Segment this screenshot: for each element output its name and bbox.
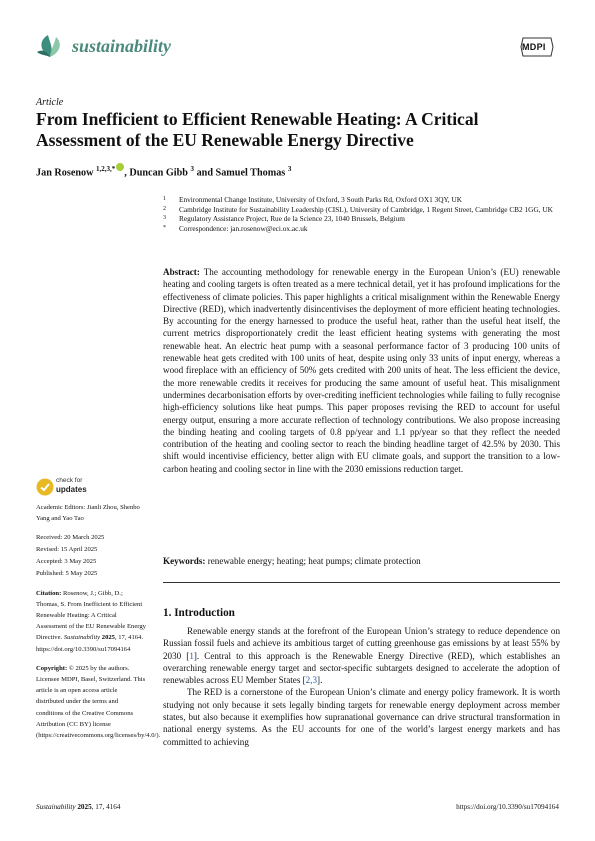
divider: [163, 582, 560, 583]
citation-journal: Sustainability: [63, 634, 101, 642]
paragraph: [163, 625, 560, 686]
abstract-label: Abstract:: [163, 267, 200, 277]
footer-citation: [36, 803, 120, 811]
citation-year: 2025: [101, 634, 115, 642]
affiliation-item: [163, 224, 563, 234]
author-list: [36, 163, 291, 178]
affiliation-text: Environmental Change Institute, University of Oxford, 3 South Parks Rd, Oxford OX1 3QY, UK: [179, 195, 462, 204]
author-affiliation-sup: 3: [190, 165, 195, 173]
journal-logo-icon: [36, 33, 64, 59]
correspondence-text[interactable]: Correspondence: jan.rosenow@eci.ox.ac.uk: [179, 223, 308, 233]
paragraph-text: Renewable energy stands at the forefront of the European Union’s strategy to reduce dependence on Russian fossil fuels and achieve its ambitious target of cutting greenhouse gas emissions by at least 55% by 2030 [: [163, 626, 560, 661]
copyright-label: Copyright:: [36, 664, 68, 672]
footer-year: 2025: [77, 803, 92, 811]
keywords: [163, 556, 560, 566]
section-heading: 1. Introduction: [163, 607, 235, 619]
citation: [36, 588, 146, 655]
citation-rest[interactable]: , 17, 4164. https://doi.org/10.3390/su17094164: [36, 634, 143, 653]
affiliation-number: *: [163, 224, 166, 231]
author-separator: and: [194, 167, 216, 179]
keywords-label: Keywords:: [163, 556, 206, 566]
check-for-updates-badge[interactable]: [36, 476, 96, 500]
citation-label: Citation:: [36, 589, 62, 597]
publisher-name: MDPI: [522, 42, 546, 52]
affiliation-number: 3: [163, 215, 166, 222]
author-separator: ,: [124, 167, 130, 179]
dates: [36, 532, 146, 579]
copyright-text: © 2025 by the authors. Licensee MDPI, Basel, Switzerland. This article is an open access article distributed under the terms and conditions of the Creative Commons Attribution (CC BY) license (https://creativecommons.org/licenses/by/4.0/).: [36, 664, 161, 740]
check-updates-line2: updates: [56, 485, 87, 494]
footer-doi-link[interactable]: https://doi.org/10.3390/su17094164: [456, 803, 559, 811]
copyright: [36, 663, 161, 741]
check-updates-icon: [36, 478, 54, 496]
paragraph-text: ]. Central to this approach is the Renewable Energy Directive (RED), which establishes an overarching renewable energy target and sector-specific subtargets designed to accelerate the adoption of renewables across EU Member States [: [163, 650, 560, 686]
editors-names: Jianli Zhou, Shenbo Yang and Yao Tao: [36, 504, 140, 523]
author-affiliation-sup: 3: [287, 165, 292, 173]
received-date: Received: 20 March 2025: [36, 534, 105, 542]
affiliation-item: [163, 205, 563, 215]
body-text: [163, 625, 560, 748]
paragraph-text: ].: [317, 675, 323, 686]
article-title: From Inefficient to Efficient Renewable Heating: A Critical Assessment of the EU Renewable Energy Directive: [36, 109, 479, 150]
editors-label: Academic Editors:: [36, 504, 86, 511]
affiliation-text: Regulatory Assistance Project, Rue de la Science 23, 1040 Brussels, Belgium: [179, 214, 405, 224]
author-name[interactable]: Duncan Gibb: [129, 167, 188, 179]
citation-text: Rosenow, J.; Gibb, D.; Thomas, S. From Inefficient to Efficient Renewable Heating: A Critical Assessment of the EU Renewable Energy Directive.: [36, 589, 146, 642]
reference-link[interactable]: 1: [189, 650, 194, 661]
affiliation-text: Cambridge Institute for Sustainability Leadership (CISL), University of Cambridge, 1 Regent Street, Cambridge CB2 1GG, UK: [179, 204, 553, 214]
reference-link[interactable]: 2,3: [305, 675, 318, 686]
keywords-text: renewable energy; heating; heat pumps; climate protection: [207, 556, 421, 566]
published-date: Published: 5 May 2025: [36, 569, 98, 577]
check-updates-line1: check for: [56, 477, 83, 484]
revised-date: Revised: 15 April 2025: [36, 546, 98, 554]
abstract-text: The accounting methodology for renewable energy in the European Union’s (EU) renewable heating and cooling targets is often treated as a mere technical detail, yet it has profound implications for the effectiveness of climate policies. This paper highlights a critical misalignment within the Renewable Energy Directive (RED), which inadvertently disincentivises the deployment of more efficient heating technologies. By accounting for the energy harnessed to produce the useful heat, rather than the useful heat itself, the current metrics disproportionately credit the least efficient heating systems with generating the most renewable heat. An electric heat pump with a seasonal performance factor of 3 producing 100 units of renewable heat gets credited with 100 units of heat, despite using only 33 units of input energy, whereas a wood fireplace with an efficiency of 50% gets credited with 200 units of heat. The less efficient the device, the more renewable credits it receives for producing the same amount of useful heat. This misalignment undermines decarbonisation efforts by over-crediting inefficient technologies while failing to fully recognise high-efficiency solutions like heat pumps. This paper proposes revising the RED to account for useful energy output, ensuring a more accurate reflection of technology contributions. We also propose increasing the binding heating and cooling targets of 0.8 pp/year and 1.1 pp/year so that they reflect the needed contribution of the heating and cooling sector to reach the binding headline target of 42.5% by 2030. This shift would incentivise efficiency, better align with EU climate goals, and support the transition to a low-carbon heating and cooling sector in line with the 2030 emissions reduction target.: [163, 267, 560, 474]
affiliation-number: 2: [163, 205, 166, 212]
author-name[interactable]: Samuel Thomas: [215, 167, 286, 179]
footer-journal: Sustainability: [36, 803, 76, 811]
article-info-column: [36, 502, 161, 749]
journal-name: sustainability: [72, 36, 172, 56]
accepted-date: Accepted: 3 May 2025: [36, 558, 97, 565]
affiliation-item: [163, 195, 563, 205]
footer-volume: , 17, 4164: [91, 803, 121, 811]
affiliations: [163, 195, 563, 233]
article-type: Article: [36, 97, 64, 108]
affiliation-item: [163, 214, 563, 224]
academic-editors: [36, 502, 146, 524]
affiliation-number: 1: [163, 196, 166, 202]
paragraph: The RED is a cornerstone of the European Union’s climate and energy policy framework. It is worth studying not only because it sets legally binding targets for renewable energy deployment across member states, but also because it exemplifies how supranational governance can drive structural transformation in national energy systems. As the EU accounts for one of the world’s largest energy markets and has committed to achieving: [163, 687, 560, 747]
author-affiliation-sup: 1,2,3,*: [96, 165, 116, 173]
abstract: [163, 266, 560, 475]
author-name[interactable]: Jan Rosenow: [36, 167, 94, 179]
